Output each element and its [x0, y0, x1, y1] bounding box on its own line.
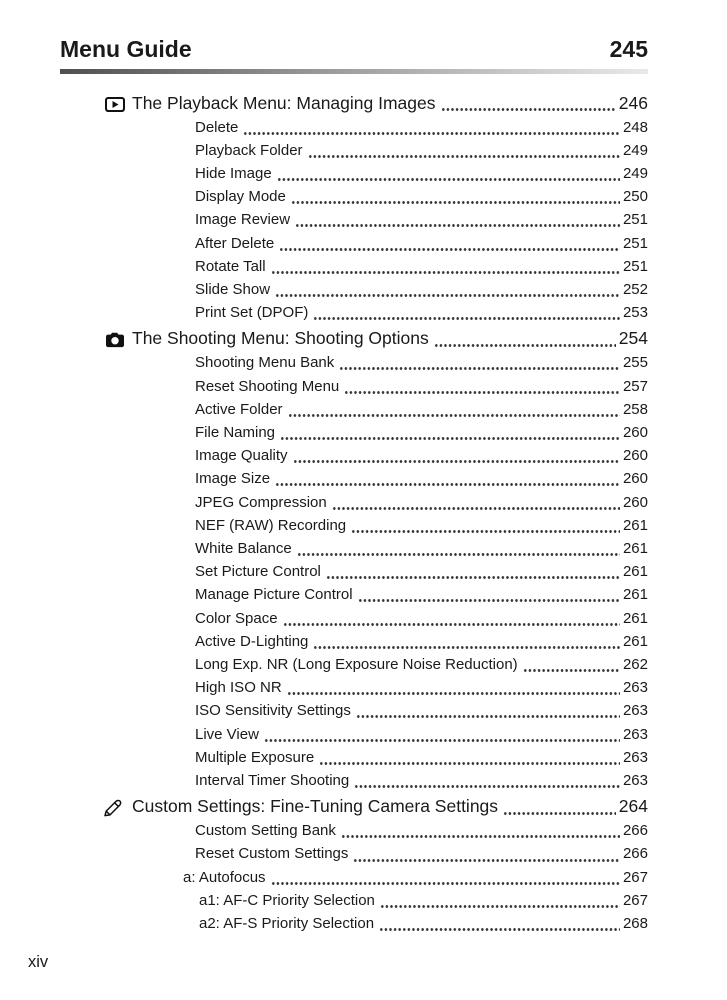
- dot-leader: [358, 583, 620, 606]
- toc-entry: [60, 653, 648, 676]
- toc-page-number: 263: [622, 748, 648, 766]
- toc-section-label: The Shooting Menu: Shooting Options: [132, 328, 429, 349]
- toc-page-number: 254: [618, 328, 648, 349]
- toc-page-number: 260: [622, 447, 648, 465]
- toc-entry: [60, 537, 648, 560]
- dot-leader: [295, 208, 620, 231]
- toc-entry: [60, 351, 648, 374]
- dot-leader: [332, 491, 620, 514]
- toc-entry: [60, 421, 648, 444]
- toc-entry: [60, 889, 648, 912]
- toc-entry: [60, 819, 648, 842]
- toc-entry: [60, 301, 648, 324]
- toc-page-number: 260: [622, 493, 648, 511]
- toc-entry-label: Reset Custom Settings: [195, 845, 349, 863]
- dot-leader: [380, 889, 620, 912]
- dot-leader: [275, 278, 620, 301]
- toc-entry: [60, 116, 648, 139]
- dot-leader: [308, 139, 620, 162]
- dot-leader: [291, 185, 620, 208]
- dot-leader: [339, 351, 620, 374]
- toc-page-number: 258: [622, 400, 648, 418]
- page-number: 245: [609, 36, 648, 62]
- toc-entry: [60, 746, 648, 769]
- toc-entry-label: Active Folder: [195, 400, 283, 418]
- toc-entry: [60, 398, 648, 421]
- toc-page-number: 266: [622, 845, 648, 863]
- toc-entry: [60, 467, 648, 490]
- dot-leader: [271, 866, 620, 889]
- toc-entry-label: High ISO NR: [195, 679, 282, 697]
- toc-page-number: 263: [622, 679, 648, 697]
- toc-section-title: [60, 792, 648, 819]
- toc-entry-label: After Delete: [195, 234, 275, 252]
- toc-entry: [60, 278, 648, 301]
- toc-page-number: 249: [622, 164, 648, 182]
- toc-entry: [60, 162, 648, 185]
- folio-roman-numeral: xiv: [28, 953, 49, 971]
- dot-leader: [319, 746, 620, 769]
- toc-entry: [60, 491, 648, 514]
- toc-entry: [60, 630, 648, 653]
- toc-page-number: 268: [622, 915, 648, 932]
- toc-entry-label: Interval Timer Shooting: [195, 771, 350, 789]
- dot-leader: [283, 607, 620, 630]
- toc-page-number: 266: [622, 822, 648, 840]
- toc-entry-label: Active D-Lighting: [195, 632, 309, 650]
- toc-section-label: The Playback Menu: Managing Images: [132, 92, 436, 113]
- toc-entry-label: Display Mode: [195, 188, 286, 206]
- toc-entry-label: Image Size: [195, 470, 271, 488]
- toc-entry-label: Custom Setting Bank: [195, 822, 336, 840]
- dot-leader: [356, 699, 620, 722]
- toc-page-number: 246: [618, 92, 648, 113]
- toc-entry: [60, 723, 648, 746]
- toc-entry-label: JPEG Compression: [195, 493, 327, 511]
- toc-entry: [60, 769, 648, 792]
- dot-leader: [344, 375, 620, 398]
- toc-section-label: Custom Settings: Fine-Tuning Camera Settings: [132, 796, 499, 817]
- toc-page-number: 261: [622, 563, 648, 581]
- toc-entry: [60, 866, 648, 889]
- toc-entry: [60, 375, 648, 398]
- dot-leader: [293, 444, 620, 467]
- dot-leader: [271, 255, 620, 278]
- table-of-contents: [60, 89, 648, 936]
- page-header: [60, 36, 648, 63]
- page-title: Menu Guide: [60, 36, 192, 62]
- toc-entry: [60, 699, 648, 722]
- dot-leader: [341, 819, 620, 842]
- dot-leader: [503, 794, 616, 819]
- toc-entry: [60, 607, 648, 630]
- toc-entry: [60, 255, 648, 278]
- toc-page-number: 261: [622, 609, 648, 627]
- toc-entry: [60, 842, 648, 865]
- dot-leader: [354, 769, 620, 792]
- toc-page-number: 263: [622, 771, 648, 789]
- dot-leader: [280, 421, 620, 444]
- toc-page-number: 261: [622, 539, 648, 557]
- pencil-icon: [105, 798, 132, 818]
- dot-leader: [434, 326, 616, 351]
- toc-entry-label: Multiple Exposure: [195, 748, 315, 766]
- dot-leader: [523, 653, 620, 676]
- toc-entry-label: ISO Sensitivity Settings: [195, 702, 351, 720]
- toc-entry-label: Print Set (DPOF): [195, 304, 309, 322]
- dot-leader: [277, 162, 620, 185]
- dot-leader: [264, 723, 620, 746]
- dot-leader: [351, 514, 620, 537]
- toc-entry-label: Live View: [195, 725, 259, 743]
- toc-entry-label: a2: AF-S Priority Selection: [199, 915, 375, 932]
- toc-entry-label: File Naming: [195, 423, 276, 441]
- dot-leader: [326, 560, 620, 583]
- toc-entry-label: Playback Folder: [195, 141, 303, 159]
- dot-leader: [441, 91, 616, 116]
- toc-entry-label: Hide Image: [195, 164, 272, 182]
- toc-page-number: 260: [622, 423, 648, 441]
- toc-page-number: 260: [622, 470, 648, 488]
- toc-page-number: 261: [622, 516, 648, 534]
- dot-leader: [287, 676, 620, 699]
- toc-page-number: 251: [622, 257, 648, 275]
- dot-leader: [353, 842, 620, 865]
- toc-entry-label: Rotate Tall: [195, 257, 266, 275]
- playback-icon: [105, 97, 132, 112]
- toc-entry-label: Long Exp. NR (Long Exposure Noise Reduction): [195, 655, 518, 673]
- toc-entry-label: Manage Picture Control: [195, 586, 353, 604]
- toc-page-number: 267: [622, 868, 648, 886]
- toc-entry: [60, 676, 648, 699]
- toc-entry-label: Set Picture Control: [195, 563, 321, 581]
- dot-leader: [279, 232, 620, 255]
- toc-entry-label: a1: AF-C Priority Selection: [199, 891, 375, 909]
- toc-page-number: 255: [622, 354, 648, 372]
- toc-entry: [60, 139, 648, 162]
- toc-entry: [60, 560, 648, 583]
- toc-entry-label: Delete: [195, 118, 239, 136]
- toc-page-number: 264: [618, 796, 648, 817]
- toc-page-number: 250: [622, 188, 648, 206]
- toc-page-number: 263: [622, 702, 648, 720]
- camera-icon: [105, 332, 132, 348]
- toc-entry: [60, 185, 648, 208]
- toc-entry: [60, 208, 648, 231]
- toc-page-number: 252: [622, 280, 648, 298]
- toc-entry-label: Slide Show: [195, 280, 271, 298]
- dot-leader: [275, 467, 620, 490]
- dot-leader: [379, 912, 620, 935]
- toc-entry: [60, 912, 648, 935]
- toc-entry-label: Image Review: [195, 211, 291, 229]
- toc-page-number: 253: [622, 304, 648, 322]
- toc-page-number: 248: [622, 118, 648, 136]
- toc-page-number: 263: [622, 725, 648, 743]
- dot-leader: [288, 398, 620, 421]
- toc-page-number: 251: [622, 211, 648, 229]
- toc-page-number: 257: [622, 377, 648, 395]
- dot-leader: [297, 537, 620, 560]
- toc-entry-label: Image Quality: [195, 447, 288, 465]
- dot-leader: [313, 630, 620, 653]
- toc-entry-label: NEF (RAW) Recording: [195, 516, 347, 534]
- toc-page-number: 249: [622, 141, 648, 159]
- toc-page-number: 251: [622, 234, 648, 252]
- dot-leader: [313, 301, 620, 324]
- toc-page-number: 267: [622, 891, 648, 909]
- toc-page-number: 262: [622, 655, 648, 673]
- header-rule: [60, 69, 648, 74]
- toc-entry-label: Reset Shooting Menu: [195, 377, 340, 395]
- toc-entry: [60, 232, 648, 255]
- toc-entry: [60, 514, 648, 537]
- toc-entry-label: White Balance: [195, 539, 292, 557]
- page-footer: [28, 953, 48, 972]
- toc-page-number: 261: [622, 586, 648, 604]
- toc-section-title: [60, 89, 648, 116]
- dot-leader: [243, 116, 620, 139]
- toc-entry-label: a: Autofocus: [183, 868, 266, 886]
- toc-entry: [60, 444, 648, 467]
- toc-entry-label: Color Space: [195, 609, 278, 627]
- toc-entry: [60, 583, 648, 606]
- toc-page-number: 261: [622, 632, 648, 650]
- toc-section-title: [60, 324, 648, 351]
- toc-entry-label: Shooting Menu Bank: [195, 354, 335, 372]
